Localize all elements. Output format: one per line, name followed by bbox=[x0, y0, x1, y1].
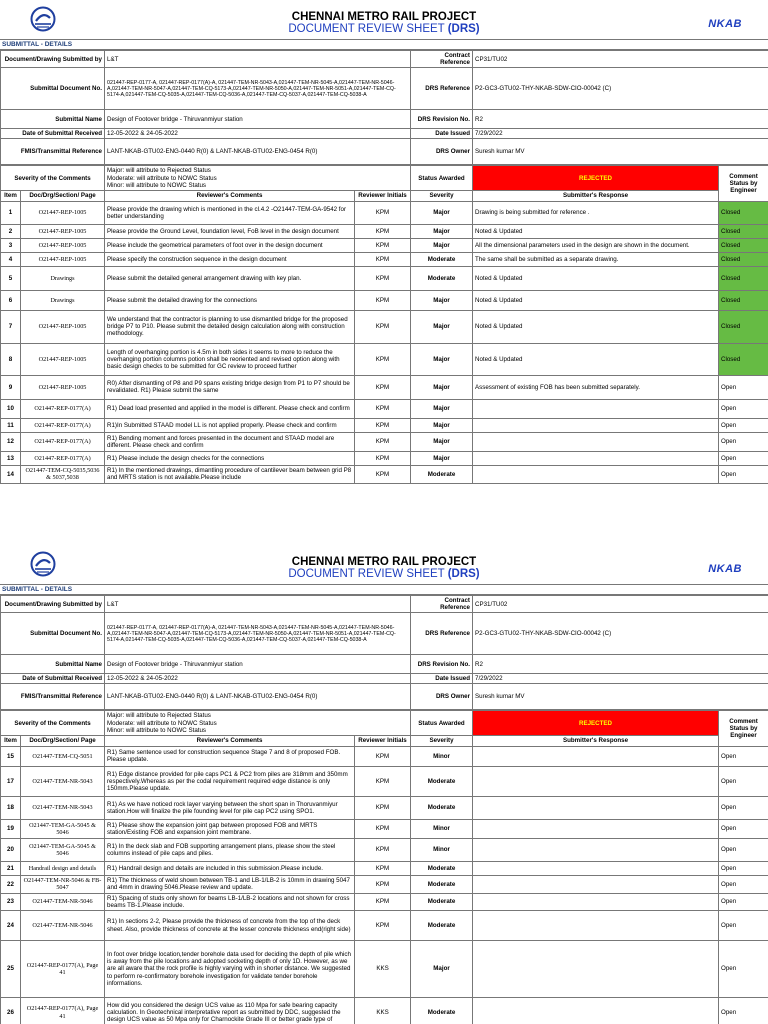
row-item-number: 14 bbox=[1, 465, 21, 483]
value-submittal-doc-no: 021447-REP-0177-A, 021447-REP-0177(A)-A, 021447-TEM-NR-5043-A,021447-TEM-NR-5045-A,021447-TEM-NR-5046-A,021447-TEM-NR-5047-A,021447-TEM-CQ-5173-A,021447-TEM-NR-5050-A,021447-TEM-NR-5051-A,021447-TEM-CQ-5174-A,021447-TEM-CQ-5035-A,021447-TEM-CQ-5036-A,021447-TEM-CQ-5037-A,021447-TEM-CQ-5038-A bbox=[105, 613, 411, 655]
row-severity: Moderate bbox=[411, 875, 473, 893]
value-fmis: LANT-NKAB-GTU02-ENG-0440 R(0) & LANT-NKAB-GTU02-ENG-0454 R(0) bbox=[105, 139, 411, 165]
row-severity: Major bbox=[411, 238, 473, 252]
label-drs-ref: DRS Reference bbox=[411, 613, 473, 655]
row-item-number: 12 bbox=[1, 432, 21, 451]
row-item-number: 18 bbox=[1, 796, 21, 819]
header-comments: Reviewer's Comments bbox=[105, 190, 355, 201]
row-reviewer-initials: KPM bbox=[355, 465, 411, 483]
table-row bbox=[1, 343, 768, 375]
table-row bbox=[1, 819, 768, 838]
table-row bbox=[1, 399, 768, 418]
row-severity: Moderate bbox=[411, 465, 473, 483]
row-comment-status: Open bbox=[719, 998, 768, 1024]
row-severity: Moderate bbox=[411, 252, 473, 266]
header-doc: Doc/Drg/Section/ Page bbox=[21, 190, 105, 201]
row-item-number: 21 bbox=[1, 861, 21, 875]
row-comment-status: Open bbox=[719, 861, 768, 875]
row-item-number: 6 bbox=[1, 290, 21, 310]
row-comment-status: Closed bbox=[719, 252, 768, 266]
label-submittal-doc-no: Submittal Document No. bbox=[1, 68, 105, 110]
severity-legend: Major: will attribute to Rejected Status Moderate: will attribute to NOWC Status Minor: will attribute to NOWC Status bbox=[105, 166, 411, 190]
row-doc-reference: Handrail design and details bbox=[21, 861, 105, 875]
row-reviewer-comment: Length of overhanging portion is 4.5m in both sides it seems to more to reduce the overhanging portion columns potion shall be reoriented and revised option along with basic design checks to be submitted for GC review to proceed further bbox=[105, 343, 355, 375]
label-submitted-by: Document/Drawing Submitted by bbox=[1, 596, 105, 613]
submittal-details-heading: SUBMITTAL - DETAILS bbox=[0, 585, 768, 595]
table-row bbox=[1, 766, 768, 796]
row-severity: Major bbox=[411, 343, 473, 375]
label-submittal-name: Submittal Name bbox=[1, 110, 105, 129]
row-reviewer-comment: R1) Please show the expansion joint gap between proposed FOB and MRTS station/Existing FOB and expansion joint membrane. bbox=[105, 819, 355, 838]
row-item-number: 15 bbox=[1, 746, 21, 766]
row-severity: Major bbox=[411, 224, 473, 238]
row-comment-status: Open bbox=[719, 766, 768, 796]
status-awarded-label: Status Awarded bbox=[411, 166, 473, 190]
row-submitter-response bbox=[473, 451, 719, 465]
row-reviewer-comment: R1) In the deck slab and FOB supporting arrangement plans, please show the steel columns instead of pile caps and piles. bbox=[105, 838, 355, 861]
table-row bbox=[1, 224, 768, 238]
row-reviewer-initials: KPM bbox=[355, 343, 411, 375]
row-item-number: 19 bbox=[1, 819, 21, 838]
header-response: Submitter's Response bbox=[473, 735, 719, 746]
row-reviewer-initials: KPM bbox=[355, 861, 411, 875]
value-submittal-doc-no: 021447-REP-0177-A, 021447-REP-0177(A)-A, 021447-TEM-NR-5043-A,021447-TEM-NR-5045-A,021447-TEM-NR-5046-A,021447-TEM-NR-5047-A,021447-TEM-CQ-5173-A,021447-TEM-NR-5050-A,021447-TEM-NR-5051-A,021447-TEM-CQ-5174-A,021447-TEM-CQ-5035-A,021447-TEM-CQ-5036-A,021447-TEM-CQ-5037-A,021447-TEM-CQ-5038-A bbox=[105, 68, 411, 110]
row-doc-reference: O21447-REP-1005 bbox=[21, 375, 105, 399]
row-doc-reference: Drawings bbox=[21, 266, 105, 290]
row-severity: Minor bbox=[411, 746, 473, 766]
table-row bbox=[1, 432, 768, 451]
row-comment-status: Open bbox=[719, 375, 768, 399]
row-reviewer-initials: KPM bbox=[355, 290, 411, 310]
row-submitter-response bbox=[473, 465, 719, 483]
row-doc-reference: O21447-TEM-NR-5046 & FB-5047 bbox=[21, 875, 105, 893]
value-submitted-by: L&T bbox=[105, 51, 411, 68]
value-drs-rev: R2 bbox=[473, 655, 768, 674]
row-doc-reference: O21447-REP-0177(A), Page 41 bbox=[21, 941, 105, 998]
row-submitter-response bbox=[473, 796, 719, 819]
value-date-received: 12-05-2022 & 24-05-2022 bbox=[105, 674, 411, 684]
table-row bbox=[1, 838, 768, 861]
table-row bbox=[1, 893, 768, 910]
value-drs-ref: P2-GC3-GTU02-THY-NKAB-SDW-CIO-00042 (C) bbox=[473, 68, 768, 110]
row-doc-reference: O21447-REP-1005 bbox=[21, 224, 105, 238]
header-initials: Reviewer Initials bbox=[355, 190, 411, 201]
table-row bbox=[1, 266, 768, 290]
row-severity: Moderate bbox=[411, 893, 473, 910]
row-severity: Major bbox=[411, 201, 473, 224]
severity-label: Severity of the Comments bbox=[1, 711, 105, 735]
page-gap bbox=[0, 524, 768, 545]
row-reviewer-initials: KKS bbox=[355, 941, 411, 998]
row-reviewer-comment: R1) Bending moment and forces presented in the document and STAAD model are different. Please check and confirm bbox=[105, 432, 355, 451]
row-reviewer-initials: KPM bbox=[355, 418, 411, 432]
row-item-number: 2 bbox=[1, 224, 21, 238]
row-submitter-response bbox=[473, 819, 719, 838]
row-item-number: 11 bbox=[1, 418, 21, 432]
row-comment-status: Open bbox=[719, 418, 768, 432]
row-item-number: 13 bbox=[1, 451, 21, 465]
value-drs-rev: R2 bbox=[473, 110, 768, 129]
row-severity: Major bbox=[411, 418, 473, 432]
row-doc-reference: O21447-REP-0177(A) bbox=[21, 451, 105, 465]
row-comment-status: Open bbox=[719, 465, 768, 483]
sheet-title: DOCUMENT REVIEW SHEET (DRS) bbox=[288, 23, 480, 35]
row-reviewer-comment: R1) In sections 2-2, Please provide the thickness of concrete from the top of the deck sheet. Also, provide thickness of concrete at the lesser concrete thickness end(right side) bbox=[105, 911, 355, 941]
row-submitter-response bbox=[473, 838, 719, 861]
row-item-number: 24 bbox=[1, 911, 21, 941]
row-severity: Major bbox=[411, 941, 473, 998]
row-reviewer-comment: R1) In the mentioned drawings, dimantling procedure of cantilever beam between grid P8 and MRTS station is not available.Please include bbox=[105, 465, 355, 483]
row-severity: Major bbox=[411, 290, 473, 310]
value-drs-owner: Suresh kumar MV bbox=[473, 139, 768, 165]
table-row bbox=[1, 375, 768, 399]
table-row bbox=[1, 201, 768, 224]
row-comment-status: Open bbox=[719, 893, 768, 910]
row-severity: Moderate bbox=[411, 998, 473, 1024]
label-drs-rev: DRS Revision No. bbox=[411, 110, 473, 129]
row-comment-status: Closed bbox=[719, 238, 768, 252]
row-doc-reference: O21447-REP-1005 bbox=[21, 252, 105, 266]
row-comment-status: Closed bbox=[719, 343, 768, 375]
row-submitter-response bbox=[473, 875, 719, 893]
row-reviewer-comment: Please provide the Ground Level, foundation level, FoB level in the design document bbox=[105, 224, 355, 238]
label-date-received: Date of Submittal Received bbox=[1, 129, 105, 139]
review-sheet-page-2 bbox=[0, 545, 768, 1024]
value-date-issued: 7/29/2022 bbox=[473, 129, 768, 139]
value-date-issued: 7/29/2022 bbox=[473, 674, 768, 684]
row-submitter-response: Noted & Updated bbox=[473, 343, 719, 375]
row-reviewer-comment: R0) After dismantling of P8 and P9 spans existing bridge design from P1 to P7 should be revalidated. R1) Please submit the same bbox=[105, 375, 355, 399]
row-item-number: 10 bbox=[1, 399, 21, 418]
row-comment-status: Open bbox=[719, 399, 768, 418]
row-submitter-response: Noted & Updated bbox=[473, 224, 719, 238]
row-doc-reference: O21447-REP-1005 bbox=[21, 238, 105, 252]
row-submitter-response: Assessment of existing FOB has been submitted separately. bbox=[473, 375, 719, 399]
header-severity: Severity bbox=[411, 735, 473, 746]
project-title: CHENNAI METRO RAIL PROJECT bbox=[291, 556, 477, 568]
comments-body-2 bbox=[1, 746, 768, 1024]
comment-status-header: Comment Status by Engineer bbox=[719, 711, 768, 746]
row-reviewer-initials: KPM bbox=[355, 399, 411, 418]
row-doc-reference: O21447-TEM-CQ-5035,5036 & 5037,5038 bbox=[21, 465, 105, 483]
header-item: Item bbox=[1, 735, 21, 746]
row-item-number: 7 bbox=[1, 310, 21, 343]
row-comment-status: Closed bbox=[719, 290, 768, 310]
table-row bbox=[1, 418, 768, 432]
row-submitter-response bbox=[473, 998, 719, 1024]
row-submitter-response bbox=[473, 766, 719, 796]
row-severity: Major bbox=[411, 375, 473, 399]
table-row bbox=[1, 746, 768, 766]
row-comment-status: Closed bbox=[719, 310, 768, 343]
table-row bbox=[1, 252, 768, 266]
row-item-number: 20 bbox=[1, 838, 21, 861]
value-contract-ref: CP31/TU02 bbox=[473, 596, 768, 613]
table-row bbox=[1, 290, 768, 310]
header-severity: Severity bbox=[411, 190, 473, 201]
row-item-number: 5 bbox=[1, 266, 21, 290]
row-item-number: 26 bbox=[1, 998, 21, 1024]
row-severity: Minor bbox=[411, 819, 473, 838]
label-date-issued: Date Issued bbox=[411, 674, 473, 684]
row-submitter-response bbox=[473, 746, 719, 766]
value-submittal-name: Design of Footover bridge - Thiruvanmiyur station bbox=[105, 110, 411, 129]
row-severity: Major bbox=[411, 399, 473, 418]
row-reviewer-initials: KPM bbox=[355, 746, 411, 766]
row-reviewer-comment: R1)In Submitted STAAD model LL is not applied properly. Please check and confirm bbox=[105, 418, 355, 432]
value-drs-owner: Suresh kumar MV bbox=[473, 684, 768, 710]
row-reviewer-initials: KPM bbox=[355, 432, 411, 451]
row-reviewer-comment: R1) The thickness of weld shown between TB-1 and LB-1/LB-2 is 10mm in drawing 5047 and 4mm in drawing 5046.Please review and update. bbox=[105, 875, 355, 893]
sheet-title: DOCUMENT REVIEW SHEET (DRS) bbox=[288, 568, 480, 580]
header-comments: Reviewer's Comments bbox=[105, 735, 355, 746]
header-doc: Doc/Drg/Section/ Page bbox=[21, 735, 105, 746]
table-row bbox=[1, 861, 768, 875]
table-row bbox=[1, 238, 768, 252]
row-comment-status: Open bbox=[719, 796, 768, 819]
row-doc-reference: O21447-TEM-NR-5043 bbox=[21, 796, 105, 819]
row-item-number: 1 bbox=[1, 201, 21, 224]
row-comment-status: Closed bbox=[719, 266, 768, 290]
sheet-header bbox=[0, 0, 768, 40]
row-severity: Moderate bbox=[411, 861, 473, 875]
row-doc-reference: O21447-REP-1005 bbox=[21, 310, 105, 343]
row-item-number: 22 bbox=[1, 875, 21, 893]
row-doc-reference: O21447-TEM-CQ-5051 bbox=[21, 746, 105, 766]
row-reviewer-initials: KPM bbox=[355, 375, 411, 399]
value-submittal-name: Design of Footover bridge - Thiruvanmiyur station bbox=[105, 655, 411, 674]
status-awarded-badge: REJECTED bbox=[473, 166, 719, 190]
row-item-number: 3 bbox=[1, 238, 21, 252]
label-contract-ref: Contract Reference bbox=[411, 51, 473, 68]
label-date-received: Date of Submittal Received bbox=[1, 674, 105, 684]
row-severity: Major bbox=[411, 451, 473, 465]
row-reviewer-initials: KPM bbox=[355, 796, 411, 819]
row-severity: Major bbox=[411, 310, 473, 343]
row-severity: Moderate bbox=[411, 766, 473, 796]
row-submitter-response: Noted & Updated bbox=[473, 266, 719, 290]
row-doc-reference: O21447-REP-0177(A) bbox=[21, 399, 105, 418]
row-reviewer-initials: KPM bbox=[355, 838, 411, 861]
row-comment-status: Open bbox=[719, 911, 768, 941]
row-submitter-response: Drawing is being submitted for reference . bbox=[473, 201, 719, 224]
submittal-details-heading: SUBMITTAL - DETAILS bbox=[0, 40, 768, 50]
row-comment-status: Open bbox=[719, 941, 768, 998]
submittal-details-table-2 bbox=[0, 595, 768, 710]
row-reviewer-initials: KPM bbox=[355, 766, 411, 796]
label-drs-owner: DRS Owner bbox=[411, 684, 473, 710]
row-reviewer-comment: R1) Dead load presented and applied in the model is different. Please check and confirm bbox=[105, 399, 355, 418]
sheet-header-2 bbox=[0, 545, 768, 585]
row-reviewer-initials: KPM bbox=[355, 819, 411, 838]
table-row bbox=[1, 451, 768, 465]
row-doc-reference: O21447-TEM-NR-5046 bbox=[21, 911, 105, 941]
comments-table-2 bbox=[0, 710, 768, 1024]
label-drs-rev: DRS Revision No. bbox=[411, 655, 473, 674]
row-doc-reference: O21447-REP-1005 bbox=[21, 343, 105, 375]
row-doc-reference: O21447-REP-0177(A), Page 41 bbox=[21, 998, 105, 1024]
label-drs-owner: DRS Owner bbox=[411, 139, 473, 165]
label-submittal-doc-no: Submittal Document No. bbox=[1, 613, 105, 655]
nkab-logo: NKAB bbox=[708, 18, 742, 30]
row-comment-status: Closed bbox=[719, 201, 768, 224]
row-item-number: 4 bbox=[1, 252, 21, 266]
row-reviewer-comment: R1) Edge distance provided for pile caps PC1 & PC2 from piles are 318mm and 350mm respectively.Whereas as per the codal requirement required edge distance is only 150mm.Please update. bbox=[105, 766, 355, 796]
row-comment-status: Open bbox=[719, 819, 768, 838]
comment-status-header: Comment Status by Engineer bbox=[719, 166, 768, 201]
row-reviewer-comment: In foot over bridge location,tender borehole data used for deciding the depth of pile which is away from the pile locations and adopted socketing depth of only 1D. However, as we are all aware that the rock profile is highly varying with in shorter distance. We suggested to perform re-confirmatory borehole investigation for validate tender borehole informations. bbox=[105, 941, 355, 998]
row-doc-reference: Drawings bbox=[21, 290, 105, 310]
status-awarded-badge: REJECTED bbox=[473, 711, 719, 735]
row-reviewer-comment: R1) Spacing of studs only shown for beams LB-1/LB-2 locations and not shown for cross beams TB-1.Please include. bbox=[105, 893, 355, 910]
row-comment-status: Open bbox=[719, 875, 768, 893]
row-reviewer-comment: R1) Same sentence used for construction sequence Stage 7 and 8 of proposed FOB. Please update. bbox=[105, 746, 355, 766]
row-reviewer-initials: KPM bbox=[355, 201, 411, 224]
row-doc-reference: O21447-REP-1005 bbox=[21, 201, 105, 224]
row-reviewer-comment: We understand that the contractor is planning to use dismantled bridge for the proposed bridge P7 to P10. Please submit the detailed design calculation along with construction methodology. bbox=[105, 310, 355, 343]
label-fmis: FMIS/Transmittal Reference bbox=[1, 139, 105, 165]
table-row bbox=[1, 998, 768, 1024]
table-row bbox=[1, 911, 768, 941]
row-reviewer-initials: KPM bbox=[355, 310, 411, 343]
value-date-received: 12-05-2022 & 24-05-2022 bbox=[105, 129, 411, 139]
row-item-number: 23 bbox=[1, 893, 21, 910]
label-submitted-by: Document/Drawing Submitted by bbox=[1, 51, 105, 68]
comments-body-1 bbox=[1, 201, 768, 483]
table-row bbox=[1, 875, 768, 893]
row-submitter-response bbox=[473, 432, 719, 451]
row-reviewer-initials: KPM bbox=[355, 252, 411, 266]
row-comment-status: Open bbox=[719, 432, 768, 451]
row-reviewer-comment: How did you considered the design UCS value as 110 Mpa for safe bearing capacity calculation. In Geotechnical interpretative report as submitted by DDC, suggested the design UCS value as 50 Mpa only for Charnockite Grade III or better grade type of bbox=[105, 998, 355, 1024]
row-severity: Moderate bbox=[411, 266, 473, 290]
label-contract-ref: Contract Reference bbox=[411, 596, 473, 613]
row-reviewer-initials: KPM bbox=[355, 451, 411, 465]
row-reviewer-initials: KPM bbox=[355, 238, 411, 252]
row-doc-reference: O21447-TEM-GA-5045 & 5046 bbox=[21, 838, 105, 861]
label-submittal-name: Submittal Name bbox=[1, 655, 105, 674]
severity-label: Severity of the Comments bbox=[1, 166, 105, 190]
label-date-issued: Date Issued bbox=[411, 129, 473, 139]
row-submitter-response: Noted & Updated bbox=[473, 310, 719, 343]
row-comment-status: Open bbox=[719, 746, 768, 766]
table-row bbox=[1, 310, 768, 343]
row-comment-status: Open bbox=[719, 838, 768, 861]
table-row bbox=[1, 796, 768, 819]
row-severity: Minor bbox=[411, 838, 473, 861]
severity-legend: Major: will attribute to Rejected Status Moderate: will attribute to NOWC Status Minor: will attribute to NOWC Status bbox=[105, 711, 411, 735]
row-reviewer-initials: KPM bbox=[355, 875, 411, 893]
row-doc-reference: O21447-TEM-GA-5045 & 5046 bbox=[21, 819, 105, 838]
row-submitter-response bbox=[473, 861, 719, 875]
row-submitter-response: Noted & Updated bbox=[473, 290, 719, 310]
row-submitter-response: The same shall be submitted as a separate drawing. bbox=[473, 252, 719, 266]
row-reviewer-initials: KPM bbox=[355, 911, 411, 941]
row-reviewer-comment: Please provide the drawing which is mentioned in the cl.4.2 -O21447-TEM-GA-9542 for better understanding bbox=[105, 201, 355, 224]
status-awarded-label: Status Awarded bbox=[411, 711, 473, 735]
comments-table bbox=[0, 165, 768, 483]
table-row bbox=[1, 465, 768, 483]
row-severity: Major bbox=[411, 432, 473, 451]
header-item: Item bbox=[1, 190, 21, 201]
row-comment-status: Open bbox=[719, 451, 768, 465]
row-submitter-response bbox=[473, 941, 719, 998]
row-doc-reference: O21447-TEM-NR-5046 bbox=[21, 893, 105, 910]
row-item-number: 9 bbox=[1, 375, 21, 399]
table-row bbox=[1, 941, 768, 998]
row-reviewer-comment: R1) As we have noticed rock layer varying between the short span in Thoruvanmiyur station.How will finalize the pile founding level for pile cap PC2 using SPO1. bbox=[105, 796, 355, 819]
row-severity: Moderate bbox=[411, 796, 473, 819]
row-submitter-response bbox=[473, 418, 719, 432]
row-reviewer-comment: R1) Handrail design and details are included in this submission.Please include. bbox=[105, 861, 355, 875]
row-reviewer-initials: KKS bbox=[355, 998, 411, 1024]
header-response: Submitter's Response bbox=[473, 190, 719, 201]
nkab-logo: NKAB bbox=[708, 563, 742, 575]
row-item-number: 8 bbox=[1, 343, 21, 375]
row-submitter-response: All the dimensional parameters used in the design are shown in the document. bbox=[473, 238, 719, 252]
row-submitter-response bbox=[473, 399, 719, 418]
row-reviewer-comment: Please include the geometrical parameters of foot over in the design document bbox=[105, 238, 355, 252]
value-drs-ref: P2-GC3-GTU02-THY-NKAB-SDW-CIO-00042 (C) bbox=[473, 613, 768, 655]
row-severity: Moderate bbox=[411, 911, 473, 941]
row-submitter-response bbox=[473, 893, 719, 910]
row-item-number: 25 bbox=[1, 941, 21, 998]
value-contract-ref: CP31/TU02 bbox=[473, 51, 768, 68]
row-reviewer-comment: Please submit the detailed drawing for the connections bbox=[105, 290, 355, 310]
header-initials: Reviewer Initials bbox=[355, 735, 411, 746]
row-doc-reference: O21447-TEM-NR-5043 bbox=[21, 766, 105, 796]
row-reviewer-initials: KPM bbox=[355, 224, 411, 238]
row-submitter-response bbox=[473, 911, 719, 941]
row-doc-reference: O21447-REP-0177(A) bbox=[21, 418, 105, 432]
label-drs-ref: DRS Reference bbox=[411, 68, 473, 110]
row-reviewer-initials: KPM bbox=[355, 266, 411, 290]
value-fmis: LANT-NKAB-GTU02-ENG-0440 R(0) & LANT-NKAB-GTU02-ENG-0454 R(0) bbox=[105, 684, 411, 710]
project-title: CHENNAI METRO RAIL PROJECT bbox=[291, 11, 477, 23]
row-reviewer-comment: R1) Please include the design checks for the connections bbox=[105, 451, 355, 465]
label-fmis: FMIS/Transmittal Reference bbox=[1, 684, 105, 710]
submittal-details-table bbox=[0, 50, 768, 165]
row-reviewer-comment: Please specify the construction sequence in the design document bbox=[105, 252, 355, 266]
row-item-number: 17 bbox=[1, 766, 21, 796]
row-reviewer-initials: KPM bbox=[355, 893, 411, 910]
value-submitted-by: L&T bbox=[105, 596, 411, 613]
row-comment-status: Closed bbox=[719, 224, 768, 238]
row-reviewer-comment: Please submit the detailed general arrangement drawing with key plan. bbox=[105, 266, 355, 290]
row-doc-reference: O21447-REP-0177(A) bbox=[21, 432, 105, 451]
